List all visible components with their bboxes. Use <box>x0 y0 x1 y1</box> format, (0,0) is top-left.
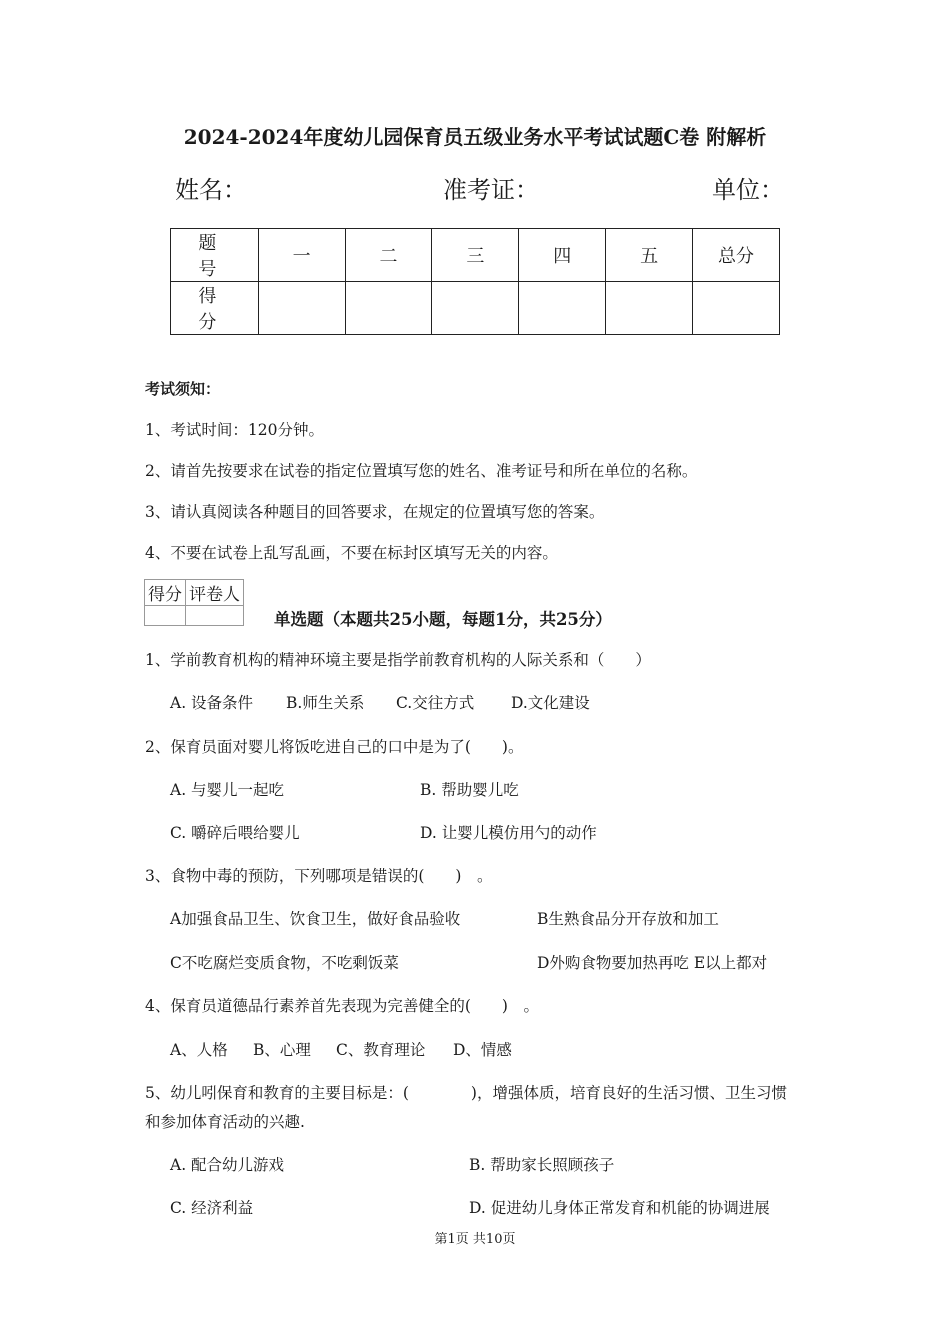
score-table-header-cell: 四 <box>519 229 606 282</box>
score-cell[interactable] <box>258 282 345 335</box>
question-option: D. 让婴儿模仿用勺的动作 <box>420 824 597 842</box>
question-option: C.交往方式 <box>396 694 475 712</box>
exam-id-label: 准考证： <box>443 176 539 204</box>
question-option: B生熟食品分开存放和加工 <box>537 910 719 928</box>
question-option: A. 配合幼儿游戏 <box>170 1156 285 1174</box>
question-stem: 4、保育员道德品行素养首先表现为完善健全的( ) 。 <box>145 997 539 1015</box>
question-option: B. 帮助家长照顾孩子 <box>469 1156 615 1174</box>
note-item: 1、考试时间：120分钟。 <box>145 421 324 439</box>
score-cell[interactable] <box>519 282 606 335</box>
question-option: D.文化建设 <box>511 694 590 712</box>
question-option: D外购食物要加热再吃 E以上都对 <box>537 954 768 972</box>
name-label: 姓名： <box>175 176 247 204</box>
question-stem: 5、幼儿吲保育和教育的主要目标是：( )，增强体质，培育良好的生活习惯、卫生习惯 <box>145 1084 787 1102</box>
score-table-score-label: 得 分 <box>171 282 259 335</box>
score-table-header-row <box>171 229 780 282</box>
unit-label: 单位： <box>712 176 784 204</box>
score-table-score-row <box>171 282 780 335</box>
score-cell[interactable] <box>432 282 519 335</box>
score-table-header-cell: 二 <box>345 229 432 282</box>
grader-box <box>144 579 244 626</box>
question-stem: 3、食物中毒的预防，下列哪项是错误的( ) 。 <box>145 867 493 885</box>
grader-name-label: 评卷人 <box>186 580 244 606</box>
question-option: C、教育理论 <box>336 1041 426 1059</box>
question-option: B.师生关系 <box>286 694 365 712</box>
question-option: C. 经济利益 <box>170 1199 254 1217</box>
score-table <box>170 228 780 335</box>
grader-score-cell[interactable] <box>145 606 186 626</box>
score-table-header-cell: 五 <box>606 229 693 282</box>
section-title: 单选题（本题共25小题，每题1分，共25分） <box>274 610 612 629</box>
question-option: A加强食品卫生、饮食卫生，做好食品验收 <box>170 910 461 928</box>
question-option: C. 嚼碎后喂给婴儿 <box>170 824 300 842</box>
grader-score-label: 得分 <box>145 580 186 606</box>
question-option: B. 帮助婴儿吃 <box>420 781 519 799</box>
score-cell[interactable] <box>693 282 780 335</box>
score-table-header-cell: 总分 <box>693 229 780 282</box>
question-option: C不吃腐烂变质食物，不吃剩饭菜 <box>170 954 399 972</box>
page-footer: 第1页 共10页 <box>434 1232 516 1247</box>
question-option: D、情感 <box>453 1041 512 1059</box>
question-option: A、人格 <box>170 1041 228 1059</box>
note-item: 4、不要在试卷上乱写乱画，不要在标封区填写无关的内容。 <box>145 544 558 562</box>
score-table-header-cell: 三 <box>432 229 519 282</box>
score-cell[interactable] <box>606 282 693 335</box>
score-table-header-cell: 一 <box>258 229 345 282</box>
score-cell[interactable] <box>345 282 432 335</box>
notes-title: 考试须知： <box>145 380 221 398</box>
question-option: A. 与婴儿一起吃 <box>170 781 285 799</box>
question-stem: 1、学前教育机构的精神环境主要是指学前教育机构的人际关系和（ ） <box>145 651 651 669</box>
score-table-header-cell: 题 号 <box>171 229 259 282</box>
question-option: A. 设备条件 <box>170 694 254 712</box>
note-item: 3、请认真阅读各种题目的回答要求，在规定的位置填写您的答案。 <box>145 503 605 521</box>
grader-name-cell[interactable] <box>186 606 244 626</box>
question-option: D. 促进幼儿身体正常发育和机能的协调进展 <box>469 1199 770 1217</box>
page-title: 2024-2024年度幼儿园保育员五级业务水平考试试题C卷 附解析 <box>183 125 767 149</box>
note-item: 2、请首先按要求在试卷的指定位置填写您的姓名、准考证号和所在单位的名称。 <box>145 462 698 480</box>
question-option: B、心理 <box>253 1041 311 1059</box>
question-stem: 2、保育员面对婴儿将饭吃进自己的口中是为了( )。 <box>145 738 524 756</box>
question-stem-continued: 和参加体育活动的兴趣. <box>145 1113 305 1131</box>
